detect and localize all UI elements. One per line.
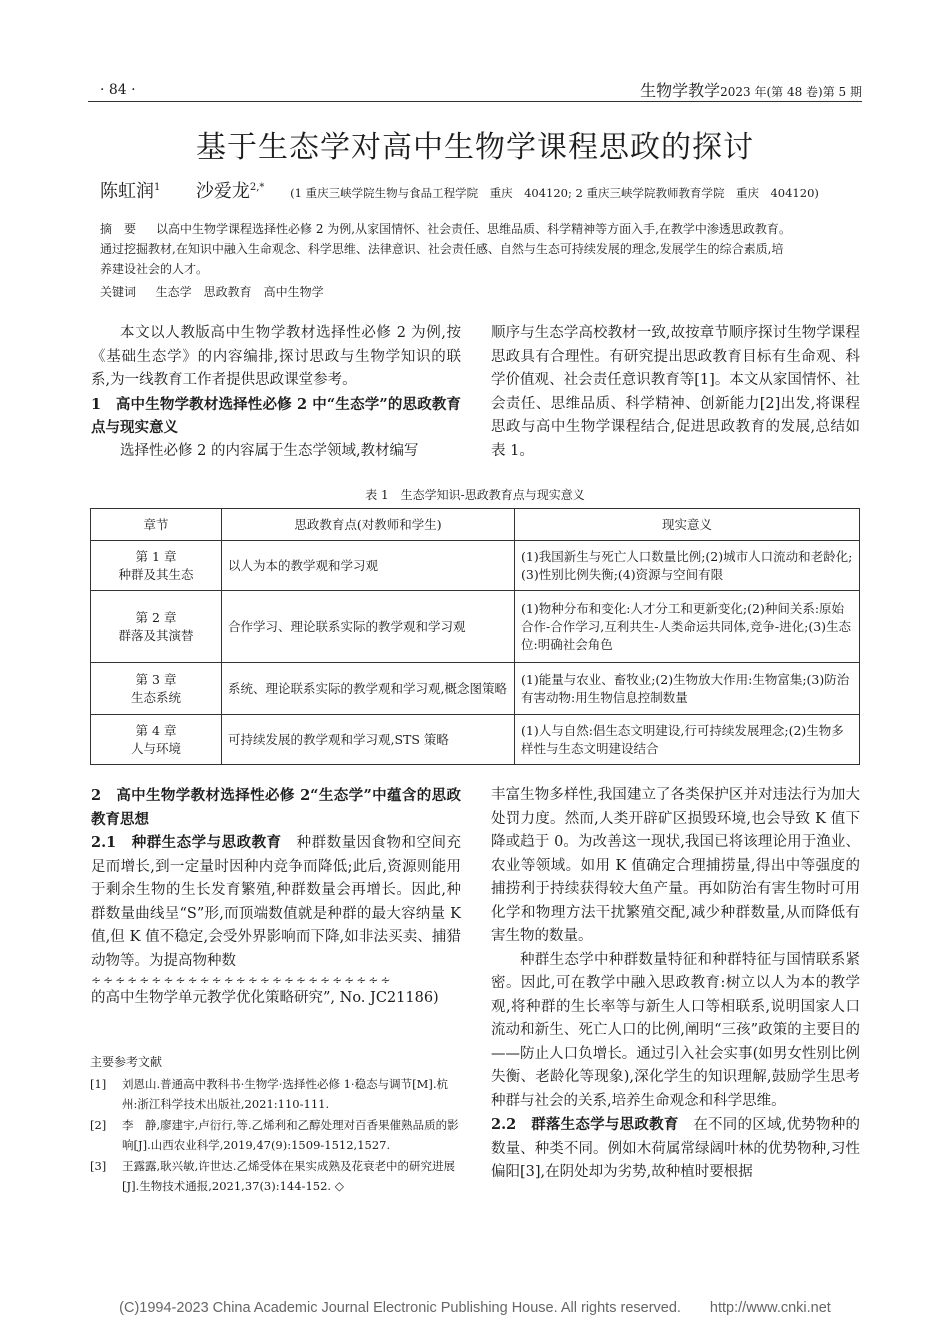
table-caption: 表 1 生态学知识-思政教育点与现实意义 bbox=[365, 488, 585, 502]
keywords bbox=[100, 283, 324, 300]
point-cell: 可持续发展的教学观和学习观,STS 策略 bbox=[222, 715, 515, 765]
reference-text: 李 静,廖建宇,卢衍行,等.乙烯利和乙醇处理对百香果催熟品质的影响[J].山西农业科学,2019,47(9):1509-1512,1527. bbox=[122, 1118, 459, 1152]
reference-text: 刘恩山.普通高中教科书·生物学·选择性必修 1·稳态与调节[M].杭州:浙江科学技术出版社,2021:110-111. bbox=[122, 1077, 448, 1111]
right-paragraph-2: 种群生态学中种群数量特征和种群特征与国情联系紧密。因此,可在教学中融入思政教育:树立以人为本的教学观,将种群的生长率等与新生人口等相联系,说明国家人口流动和新生、死亡人口的比例,阐明“三孩”政策的主要目的——防止人口负增长。通过引入社会实事(如男女性别比例失衡、老龄化等现象),深化学生的知识理解,鼓励学生思考种群与社会的关系,培养生命观念和科学思维。 bbox=[491, 951, 860, 1109]
table-row bbox=[91, 663, 860, 715]
author-sup: 2,* bbox=[249, 182, 265, 193]
author-name: 陈虹润 bbox=[100, 181, 154, 202]
point-cell: 合作学习、理论联系实际的教学观和学习观 bbox=[222, 591, 515, 663]
section-2-heading: 2 高中生物学教材选择性必修 2“生态学”中蕴含的思政教育思想 bbox=[91, 787, 461, 828]
reference-item bbox=[90, 1115, 462, 1155]
reference-text-body: 王露露,耿兴敏,许世达.乙烯受体在果实成熟及花衰老中的研究进展[J].生物技术通报,2021,37(3):144-152. bbox=[122, 1159, 455, 1193]
page-number: · 84 · bbox=[100, 82, 136, 98]
journal-issue: 2023 年(第 48 卷)第 5 期 bbox=[720, 85, 862, 99]
copyright-footer: (C)1994-2023 China Academic Journal Electronic Publishing House. All rights reserved. http://www.cnki.net bbox=[119, 1300, 831, 1316]
chapter-title: 生态系统 bbox=[130, 689, 181, 705]
abstract-line: 通过挖掘教材,在知识中融入生命观念、科学思维、法律意识、社会责任感、自然与生态可持续发展的理念,发展学生的综合素质,培 bbox=[100, 242, 784, 256]
meaning-cell: (1)物种分布和变化:人才分工和更新变化;(2)种间关系:原始合作-合作学习,互利共生-人类命运共同体,竞争-进化;(3)生态位:明确社会角色 bbox=[515, 591, 860, 663]
author-sup: 1 bbox=[154, 182, 161, 193]
reference-number: [1] bbox=[90, 1077, 107, 1091]
wavy-footnote-rule: ∻∻∻∻∻∻∻∻∻∻∻∻∻∻∻∻∻∻∻∻∻∻∻∻∻ bbox=[91, 973, 393, 987]
journal-header bbox=[640, 78, 862, 101]
table-header-row bbox=[91, 509, 860, 541]
abstract bbox=[100, 219, 845, 279]
affiliations: (1 重庆三峡学院生物与食品工程学院 重庆 404120; 2 重庆三峡学院教师教育学院 重庆 404120) bbox=[290, 186, 819, 200]
right-top-paragraph: 顺序与生态学高校教材一致,故按章节顺序探讨生物学课程思政具有合理性。有研究提出思政教育目标有生命观、科学价值观、社会责任意识教育等[1]。本文从家国情怀、社会责任、思维品质、科学精神、创新能力[2]出发,将课程思政与高中生物学课程结合,促进思政教育的发展,总结如表 1。 bbox=[491, 325, 860, 459]
reference-item bbox=[90, 1156, 462, 1196]
chapter-cell bbox=[91, 541, 222, 591]
abstract-line: 养建设社会的人才。 bbox=[100, 262, 209, 276]
reference-item bbox=[90, 1074, 462, 1114]
keywords-list: 生态学 思政教育 高中生物学 bbox=[155, 285, 324, 299]
meaning-cell: (1)人与自然:倡生态文明建设,行可持续发展理念;(2)生物多样性与生态文明建设结合 bbox=[515, 715, 860, 765]
section-2-2-heading: 2.2 群落生态学与思政教育 bbox=[491, 1116, 679, 1133]
table-header-cell: 章节 bbox=[91, 509, 222, 541]
left-column-bottom bbox=[91, 784, 461, 1011]
chapter-cell bbox=[91, 663, 222, 715]
chapter-title: 人与环境 bbox=[130, 740, 181, 756]
reference-number: [3] bbox=[90, 1159, 107, 1173]
meaning-cell: (1)我国新生与死亡人口数量比例;(2)城市人口流动和老龄化;(3)性别比例失衡;(4)资源与空间有限 bbox=[515, 541, 860, 591]
table-row bbox=[91, 715, 860, 765]
chapter-number: 第 4 章 bbox=[135, 722, 177, 738]
chapter-title: 群落及其演替 bbox=[118, 627, 194, 643]
section-2-1-heading: 2.1 种群生态学与思政教育 bbox=[91, 834, 282, 851]
section-2-2-text: 在不同的区域,优势物种的数量、种类不同。例如木荷属常绿阔叶林的优势物种,习性偏阳[3],在阴处却为劣势,故种植时要根据 bbox=[491, 1117, 861, 1180]
table-1 bbox=[90, 508, 860, 765]
abstract-line: 以高中生物学课程选择性必修 2 为例,从家国情怀、社会责任、思维品质、科学精神等方面入手,在教学中渗透思政教育。 bbox=[156, 222, 791, 236]
journal-name: 生物学教学 bbox=[640, 81, 721, 100]
article-title: 基于生态学对高中生物学课程思政的探讨 bbox=[196, 130, 754, 165]
end-mark-icon: ◇ bbox=[334, 1179, 344, 1193]
right-column-top bbox=[491, 322, 860, 463]
table-header-cell: 现实意义 bbox=[515, 509, 860, 541]
section-1-heading: 1 高中生物学教材选择性必修 2 中“生态学”的思政教育点与现实意义 bbox=[91, 395, 461, 436]
table-header-cell: 思政教育点(对教师和学生) bbox=[222, 509, 515, 541]
section-2-1-text: 种群数量因食物和空间充足而增长,到一定量时因种内竞争而降低;此后,资源则能用于剩余生物的生长发育繁殖,种群数量会再增长。因此,种群数量曲线呈“S”形,而顶端数值就是种群的最大容纳量 K 值,但 K 值不稳定,会受外界影响而下降,如非法买卖、捕猎动物等。为提高物种数 bbox=[91, 835, 462, 969]
right-column-bottom bbox=[491, 784, 860, 1185]
right-paragraph-1: 丰富生物多样性,我国建立了各类保护区并对违法行为加大处罚力度。然而,人类开辟矿区损毁环境,也会导致 K 值下降或趋于 0。为改善这一现状,我国已将该理论用于渔业、农业等领域。如用 K 值确定合理捕捞量,得出中等强度的捕捞利于持续获得较大鱼产量。再如防治有害生物时可用化学和物理方法干扰繁殖交配,减少种群数量,从而降低有害生物的数量。 bbox=[491, 787, 860, 944]
chapter-cell bbox=[91, 715, 222, 765]
section-1-text: 选择性必修 2 的内容属于生态学领域,教材编写 bbox=[120, 442, 419, 459]
point-cell: 以人为本的教学观和学习观 bbox=[222, 541, 515, 591]
section-2-1-paragraph bbox=[91, 831, 461, 973]
section-2-2-paragraph bbox=[491, 1113, 860, 1185]
reference-text bbox=[122, 1156, 462, 1196]
chapter-cell bbox=[91, 591, 222, 663]
fund-footnote: 的高中生物学单元教学优化策略研究”, No. JC21186) bbox=[91, 990, 439, 1006]
point-cell: 系统、理论联系实际的教学观和学习观,概念图策略 bbox=[222, 663, 515, 715]
author-line bbox=[100, 177, 819, 203]
abstract-label: 摘 要 bbox=[100, 222, 137, 236]
chapter-title: 种群及其生态 bbox=[118, 566, 194, 582]
table-row bbox=[91, 541, 860, 591]
left-column-top bbox=[91, 322, 461, 463]
reference-number: [2] bbox=[90, 1118, 107, 1132]
references-list bbox=[90, 1074, 462, 1197]
meaning-cell: (1)能量与农业、畜牧业;(2)生物放大作用:生物富集;(3)防治有害动物:用生物信息控制数量 bbox=[515, 663, 860, 715]
references-title: 主要参考文献 bbox=[90, 1055, 163, 1069]
keywords-label: 关键词 bbox=[100, 285, 137, 299]
chapter-number: 第 1 章 bbox=[135, 548, 177, 564]
author-name: 沙爱龙 bbox=[195, 181, 250, 202]
intro-paragraph: 本文以人教版高中生物学教材选择性必修 2 为例,按《基础生态学》的内容编排,探讨思政与生物学知识的联系,为一线教育工作者提供思政课堂参考。 bbox=[91, 325, 461, 388]
chapter-number: 第 2 章 bbox=[135, 609, 177, 625]
header-rule bbox=[88, 101, 862, 102]
chapter-number: 第 3 章 bbox=[135, 671, 177, 687]
table-row bbox=[91, 591, 860, 663]
